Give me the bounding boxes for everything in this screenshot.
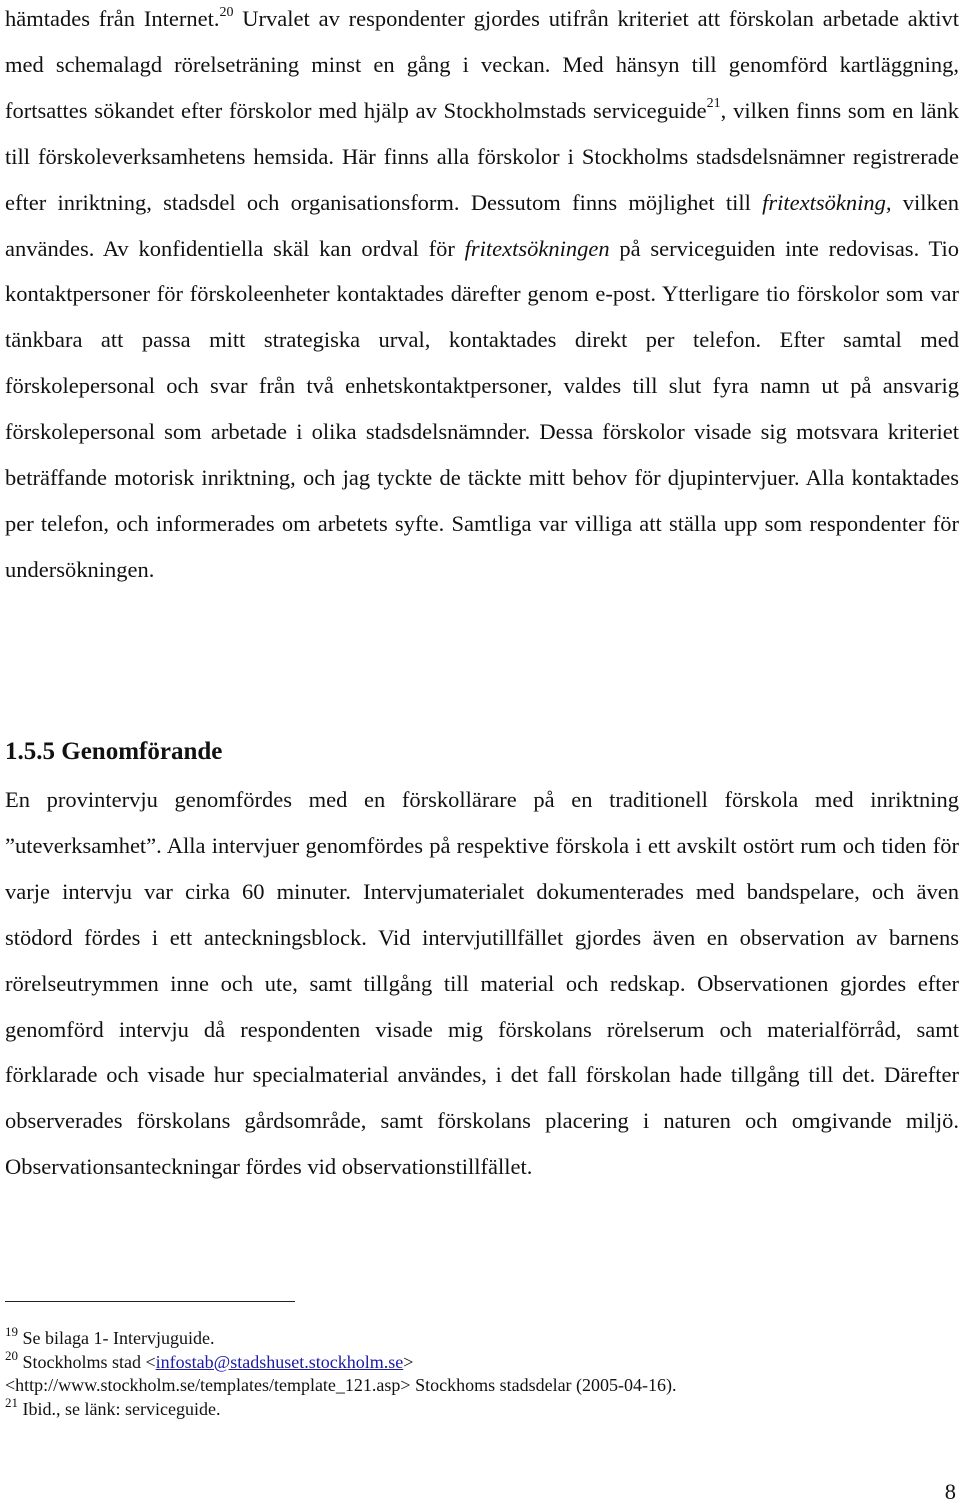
text-segment: hämtades från Internet.: [5, 6, 220, 31]
footnote-text: Se bilaga 1- Intervjuguide.: [18, 1328, 215, 1348]
footnote-number: 20: [5, 1347, 18, 1363]
paragraph-urval: [5, 0, 959, 593]
footnote-text: Stockholms stad <: [18, 1351, 156, 1372]
email-link[interactable]: infostab@stadshuset.stockholm.se: [155, 1351, 404, 1372]
paragraph-genomforande: En provintervju genomfördes med en förskollärare på en traditionell förskola med inriktning ”uteverksamhet”. Alla intervjuer genomfördes på respektive förskola i ett avskilt ostört rum och tiden för varje intervju var cirka 60 minuter. Intervjumaterialet dokumenterades med bandspelare, och även stödord fördes i ett anteckningsblock. Vid intervjutillfället gjordes även en observation av barnens rörelseutrymmen inne och ute, samt tillgång till material och redskap. Observationen gjordes efter genomförd intervju då respondenten visade mig förskolans rörelserum och materialförråd, samt förklarade och visade hur specialmaterial användes, i det fall förskolan hade tillgång till det. Därefter observerades förskolans gårdsområde, samt förskolans placering i naturen och omgivande miljö. Observationsanteckningar fördes vid observationstillfället.: [5, 787, 959, 1180]
footnote-20: [5, 1347, 955, 1375]
text-segment: Urvalet av respondenter gjordes utifrån kriteriet att förskolan arbetade aktivt med schemalagd rörelseträning minst en gång i veckan. Med hänsyn till genomförd kartläggning, fortsattes sökandet efter förskolor med hjälp av Stockholmstads serviceguide: [5, 6, 960, 123]
footnote-ref-20[interactable]: 20: [219, 4, 234, 20]
footnote-number: 19: [5, 1324, 18, 1339]
section-heading: 1.5.5 Genomförande: [5, 738, 223, 765]
footnote-19: [5, 1324, 955, 1351]
footnote-text: >: [403, 1351, 414, 1372]
footnote-20-url-line: <http://www.stockholm.se/templates/template_121.asp> Stockhoms stadsdelar (2005-04-16).: [5, 1375, 677, 1395]
text-segment: vilken användes. Av konfidentiella skäl kan ordval för: [5, 189, 959, 261]
footnote-text: Ibid., se länk: serviceguide.: [18, 1398, 221, 1419]
footnote-21: [5, 1394, 955, 1422]
text-segment: , vilken finns som en länk till förskoleverksamhetens hemsida. Här finns alla förskolor i Stockholms stadsdelsnämner registrerade efter inriktning, stadsdel och organisationsform. Dessutom finns möjlighet till: [5, 97, 959, 215]
emphasis-fritextsokning: fritextsökning,: [762, 189, 892, 215]
page-number: 8: [944, 1479, 956, 1504]
footnote-ref-21[interactable]: 21: [706, 96, 721, 112]
footnote-divider: [5, 1301, 295, 1302]
footnotes: [5, 1324, 955, 1421]
footnote-number: 21: [5, 1394, 18, 1410]
emphasis-fritextsokningen: fritextsökningen: [464, 235, 610, 261]
text-segment: på serviceguiden inte redovisas. Tio kontaktpersoner för förskoleenheter kontaktades därefter genom e-post. Ytterligare tio förskolor som var tänkbara att passa mitt strategiska urval, kontaktades direkt per telefon. Efter samtal med förskolepersonal och svar från två enhetskontaktpersoner, valdes till slut fyra namn ut på ansvarig förskolepersonal som arbetade i olika stadsdelsnämnder. Dessa förskolor visade sig motsvara kriteriet beträffande motorisk inriktning, och jag tyckte de täckte mitt behov för djupintervjuer. Alla kontaktades per telefon, och informerades om arbetets syfte. Samtliga var villiga att ställa upp som respondenter för undersökningen.: [5, 235, 959, 582]
